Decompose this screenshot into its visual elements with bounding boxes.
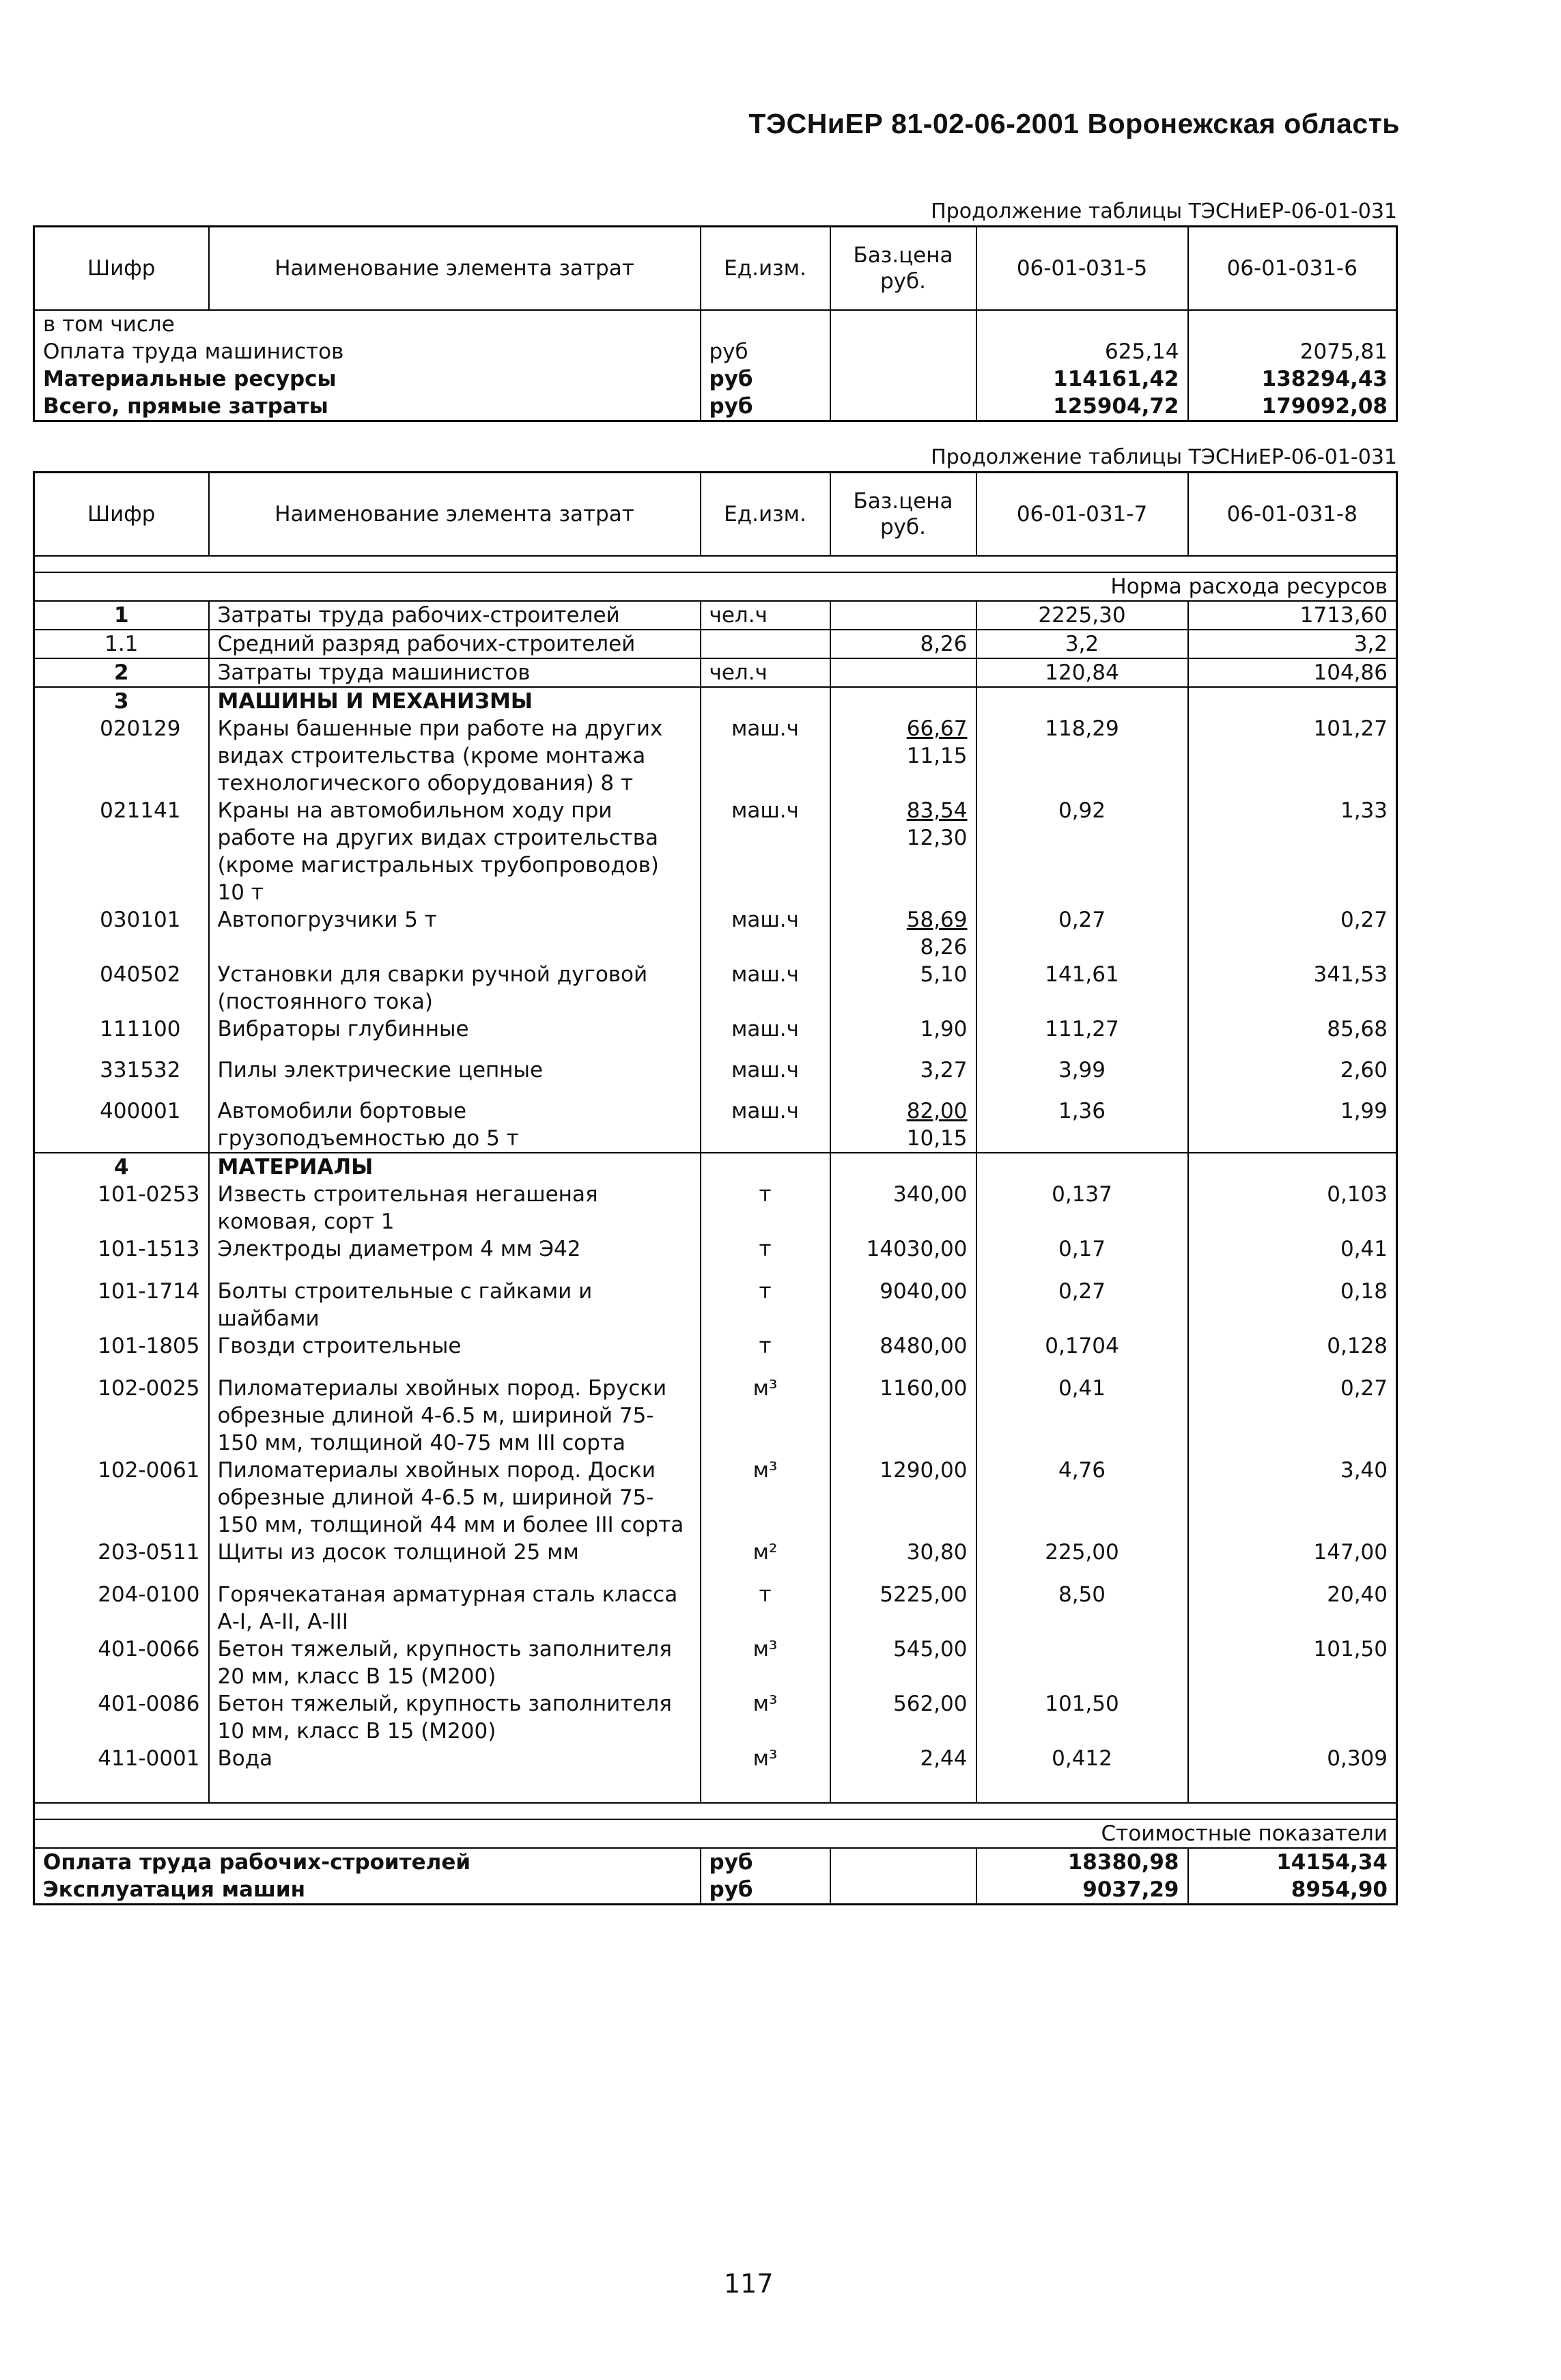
row-price-secondary: 11,15 [906, 744, 968, 768]
table-row [34, 1745, 1397, 1787]
row-name: Средний разряд рабочих-строителей [209, 630, 701, 658]
table-row [34, 1375, 1397, 1457]
row-name: Электроды диаметром 4 мм Э42 [209, 1235, 701, 1278]
row-code: 040502 [100, 962, 181, 987]
row-v2: 0,309 [1188, 1745, 1397, 1787]
row-unit: маш.ч [701, 1056, 830, 1097]
table-row [34, 715, 1397, 797]
row-v1: 125904,72 [976, 393, 1188, 421]
row-v2: 179092,08 [1188, 393, 1397, 421]
row-unit: м³ [701, 1375, 830, 1457]
table2-caption: Продолжение таблицы ТЭСНиЕР-06-01-031 [931, 445, 1397, 469]
row-v1: 118,29 [976, 715, 1188, 797]
section-code: 3 [34, 687, 209, 715]
row-code: 204-0100 [98, 1582, 200, 1607]
row-name: Автомобили бортовые грузоподъемностью до 5 т [209, 1097, 701, 1153]
row-v1: 3,99 [976, 1056, 1188, 1097]
row-v1 [976, 1636, 1188, 1690]
header-unit: Ед.изм. [701, 473, 830, 557]
row-v1: 114161,42 [976, 365, 1188, 393]
header-col8: 06-01-031-8 [1188, 473, 1397, 557]
row-v1: 141,61 [976, 961, 1188, 1016]
row-unit: т [701, 1581, 830, 1636]
row-price: 8,26 [830, 630, 976, 658]
row-unit: т [701, 1332, 830, 1375]
row-v2: 0,27 [1188, 906, 1397, 961]
row-name: Установки для сварки ручной дуговой (постоянного тока) [209, 961, 701, 1016]
row-unit: чел.ч [701, 658, 830, 687]
row-v2: 3,40 [1188, 1457, 1397, 1539]
row-code: 101-1714 [98, 1279, 200, 1304]
row-price-cell [830, 906, 976, 961]
row-v2: 341,53 [1188, 961, 1397, 1016]
row-unit: маш.ч [701, 715, 830, 797]
row-v2: 0,103 [1188, 1181, 1397, 1235]
header-code: Шифр [34, 473, 209, 557]
row-price: 1160,00 [830, 1375, 976, 1457]
row-unit: т [701, 1181, 830, 1235]
row-name: Затраты труда рабочих-строителей [209, 601, 701, 630]
table1-caption: Продолжение таблицы ТЭСНиЕР-06-01-031 [931, 199, 1397, 223]
cost-label: Стоимостные показатели [1101, 1821, 1388, 1846]
table2 [33, 471, 1398, 1905]
row-code: 030101 [100, 908, 181, 932]
row-name: Краны башенные при работе на других видах строительства (кроме монтажа технологического оборудования) 8 т [209, 715, 701, 797]
row-unit: маш.ч [701, 1016, 830, 1056]
row-price [830, 658, 976, 687]
row-v1: 0,27 [976, 1278, 1188, 1332]
row-v2: 0,18 [1188, 1278, 1397, 1332]
row-unit: руб [701, 1848, 830, 1876]
table-row [34, 601, 1397, 630]
row-unit: чел.ч [701, 601, 830, 630]
row-name: Автопогрузчики 5 т [209, 906, 701, 961]
row-v2: 147,00 [1188, 1539, 1397, 1581]
norm-label: Норма расхода ресурсов [34, 572, 1397, 601]
row-unit: руб [701, 338, 830, 365]
row-price: 2,44 [830, 1745, 976, 1787]
header-name: Наименование элемента затрат [209, 227, 701, 311]
table-row [34, 1876, 1397, 1905]
row-price-secondary: 10,15 [906, 1126, 968, 1151]
table-row [34, 658, 1397, 687]
row-price-cell [830, 961, 976, 1016]
table-row [34, 1278, 1397, 1332]
row-price: 8480,00 [830, 1332, 976, 1375]
table-row [34, 572, 1397, 601]
row-price-cell [830, 1097, 976, 1153]
header-price: Баз.цена руб. [830, 227, 976, 311]
table-row [34, 1539, 1397, 1581]
row-code: 2 [34, 658, 209, 687]
row-v1: 2225,30 [976, 601, 1188, 630]
row-v2: 3,2 [1188, 630, 1397, 658]
row-v1: 3,2 [976, 630, 1188, 658]
row-v1: 0,17 [976, 1235, 1188, 1278]
row-price: 14030,00 [830, 1235, 976, 1278]
row-name: Горячекатаная арматурная сталь класса А-I, А-II, А-III [209, 1581, 701, 1636]
row-name: Всего, прямые затраты [43, 394, 328, 419]
row-code: 400001 [100, 1099, 181, 1123]
section-code: 4 [34, 1153, 209, 1181]
table-row [34, 797, 1397, 906]
row-v1: 625,14 [976, 338, 1188, 365]
row-code: 203-0511 [98, 1540, 200, 1565]
table1 [33, 225, 1398, 422]
header-col6: 06-01-031-6 [1188, 227, 1397, 311]
row-price: 1,90 [920, 1017, 968, 1041]
row-price: 340,00 [830, 1181, 976, 1235]
row-v1: 225,00 [976, 1539, 1188, 1581]
row-unit: м³ [701, 1636, 830, 1690]
row-unit: м³ [701, 1690, 830, 1745]
row-name: Пилы электрические цепные [209, 1056, 701, 1097]
row-code: 102-0061 [98, 1458, 200, 1483]
row-v1: 0,92 [976, 797, 1188, 906]
row-price-cell [830, 715, 976, 797]
row-v2: 2,60 [1188, 1056, 1397, 1097]
row-v1: 1,36 [976, 1097, 1188, 1153]
row-unit: м³ [701, 1745, 830, 1787]
row-name: Известь строительная негашеная комовая, сорт 1 [209, 1181, 701, 1235]
row-v1: 0,412 [976, 1745, 1188, 1787]
row-v1: 9037,29 [976, 1876, 1188, 1905]
row-price: 1290,00 [830, 1457, 976, 1539]
table-row [34, 1581, 1397, 1636]
row-code: 021141 [100, 798, 181, 823]
header-name: Наименование элемента затрат [209, 473, 701, 557]
table-row [34, 1690, 1397, 1745]
row-price: 83,54 [906, 798, 968, 823]
row-v2: 0,41 [1188, 1235, 1397, 1278]
table-row [34, 1457, 1397, 1539]
row-unit: т [701, 1278, 830, 1332]
row-unit: маш.ч [701, 906, 830, 961]
table1-header-row [34, 227, 1397, 311]
row-code: 101-0253 [98, 1182, 200, 1207]
row-unit: м² [701, 1539, 830, 1581]
row-name: Вибраторы глубинные [209, 1016, 701, 1056]
row-v2: 2075,81 [1188, 338, 1397, 365]
machines-list [34, 715, 1397, 1153]
row-v2: 101,27 [1188, 715, 1397, 797]
page-header: ТЭСНиЕР 81-02-06-2001 Воронежская область [748, 108, 1400, 139]
machines-section-row [34, 687, 1397, 715]
row-v1: 111,27 [976, 1016, 1188, 1056]
table2-header-row [34, 473, 1397, 557]
row-name: Бетон тяжелый, крупность заполнителя 20 мм, класс В 15 (М200) [209, 1636, 701, 1690]
row-name: Щиты из досок толщиной 25 мм [209, 1539, 701, 1581]
row-name: Болты строительные с гайками и шайбами [209, 1278, 701, 1332]
row-name: Гвозди строительные [209, 1332, 701, 1375]
row-name: Пиломатериалы хвойных пород. Доски обрезные длиной 4-6.5 м, шириной 75-150 мм, толщиной 44 мм и более III сорта [209, 1457, 701, 1539]
row-price-cell [830, 1056, 976, 1097]
row-v1: 0,137 [976, 1181, 1188, 1235]
row-v2: 101,50 [1188, 1636, 1397, 1690]
row-code: 1 [34, 601, 209, 630]
row-v1: 0,27 [976, 906, 1188, 961]
row-v2: 0,128 [1188, 1332, 1397, 1375]
table-row [34, 310, 1397, 338]
row-price: 66,67 [906, 716, 968, 741]
row-unit: маш.ч [701, 1097, 830, 1153]
row-price-secondary: 8,26 [920, 935, 968, 960]
row-code: 101-1513 [98, 1237, 200, 1261]
table-row [34, 1181, 1397, 1235]
row-price: 562,00 [830, 1690, 976, 1745]
row-v1: 101,50 [976, 1690, 1188, 1745]
row-code: 401-0086 [98, 1692, 200, 1716]
row-v2: 1713,60 [1188, 601, 1397, 630]
row-v2: 85,68 [1188, 1016, 1397, 1056]
row-unit: руб [701, 1876, 830, 1905]
row-v2: 14154,34 [1188, 1848, 1397, 1876]
section-label: в том числе [43, 312, 175, 337]
table-row [34, 1235, 1397, 1278]
row-name: Эксплуатация машин [43, 1877, 306, 1902]
row-unit [701, 630, 830, 658]
row-code: 411-0001 [98, 1746, 200, 1771]
row-v2: 1,33 [1188, 797, 1397, 906]
row-price: 3,27 [920, 1058, 968, 1082]
table-row [34, 365, 1397, 393]
row-unit: м³ [701, 1457, 830, 1539]
row-v2 [1188, 1690, 1397, 1745]
row-code: 102-0025 [98, 1376, 200, 1401]
page-number: 117 [724, 2269, 774, 2299]
row-price: 5225,00 [830, 1581, 976, 1636]
row-name: Материальные ресурсы [43, 367, 337, 391]
row-unit: руб [701, 365, 830, 393]
row-v2: 104,86 [1188, 658, 1397, 687]
row-unit: т [701, 1235, 830, 1278]
row-v1: 0,1704 [976, 1332, 1188, 1375]
row-price: 5,10 [920, 962, 968, 987]
table-row [34, 1332, 1397, 1375]
row-code: 401-0066 [98, 1637, 200, 1662]
table-row [34, 393, 1397, 421]
materials-list [34, 1181, 1397, 1787]
row-v1: 8,50 [976, 1581, 1188, 1636]
row-v2: 0,27 [1188, 1375, 1397, 1457]
row-v1: 18380,98 [976, 1848, 1188, 1876]
table-row [34, 1097, 1397, 1153]
row-v2: 138294,43 [1188, 365, 1397, 393]
row-price-secondary: 12,30 [906, 826, 968, 850]
row-price: 82,00 [906, 1099, 968, 1123]
table-row [34, 1819, 1397, 1848]
header-code: Шифр [34, 227, 209, 311]
row-price: 30,80 [830, 1539, 976, 1581]
row-code: 111100 [100, 1017, 181, 1041]
header-price: Баз.цена руб. [830, 473, 976, 557]
row-name: Затраты труда машинистов [209, 658, 701, 687]
section-title: МАШИНЫ И МЕХАНИЗМЫ [209, 687, 701, 715]
row-name: Оплата труда рабочих-строителей [34, 1848, 701, 1876]
row-price [830, 601, 976, 630]
row-price-cell [830, 797, 976, 906]
row-name: Пиломатериалы хвойных пород. Бруски обрезные длиной 4-6.5 м, шириной 75-150 мм, толщиной 40-75 мм III сорта [209, 1375, 701, 1457]
row-v2: 20,40 [1188, 1581, 1397, 1636]
table-row [34, 338, 1397, 365]
row-unit: руб [701, 393, 830, 421]
table-row [34, 1056, 1397, 1097]
table-row [34, 1848, 1397, 1876]
row-code: 020129 [100, 716, 181, 741]
row-v2: 1,99 [1188, 1097, 1397, 1153]
table-row [34, 906, 1397, 961]
row-name: Краны на автомобильном ходу при работе на других видах строительства (кроме магистральных трубопроводов) 10 т [209, 797, 701, 906]
row-price-cell [830, 1016, 976, 1056]
table-row [34, 1016, 1397, 1056]
row-v1: 120,84 [976, 658, 1188, 687]
header-col5: 06-01-031-5 [976, 227, 1188, 311]
row-price: 9040,00 [830, 1278, 976, 1332]
table-row [34, 1636, 1397, 1690]
section-title: МАТЕРИАЛЫ [209, 1153, 701, 1181]
header-unit: Ед.изм. [701, 227, 830, 311]
row-unit: маш.ч [701, 797, 830, 906]
header-col7: 06-01-031-7 [976, 473, 1188, 557]
row-v1: 0,41 [976, 1375, 1188, 1457]
materials-section-row [34, 1153, 1397, 1181]
row-unit: маш.ч [701, 961, 830, 1016]
row-name: Оплата труда машинистов [43, 339, 344, 364]
table-row [34, 961, 1397, 1016]
row-code: 331532 [100, 1058, 181, 1082]
row-code: 1.1 [34, 630, 209, 658]
row-code: 101-1805 [98, 1334, 200, 1358]
row-name: Вода [209, 1745, 701, 1787]
row-name: Бетон тяжелый, крупность заполнителя 10 мм, класс В 15 (М200) [209, 1690, 701, 1745]
table-row [34, 630, 1397, 658]
row-v1: 4,76 [976, 1457, 1188, 1539]
row-price: 58,69 [906, 908, 968, 932]
row-v2: 8954,90 [1188, 1876, 1397, 1905]
row-price: 545,00 [830, 1636, 976, 1690]
